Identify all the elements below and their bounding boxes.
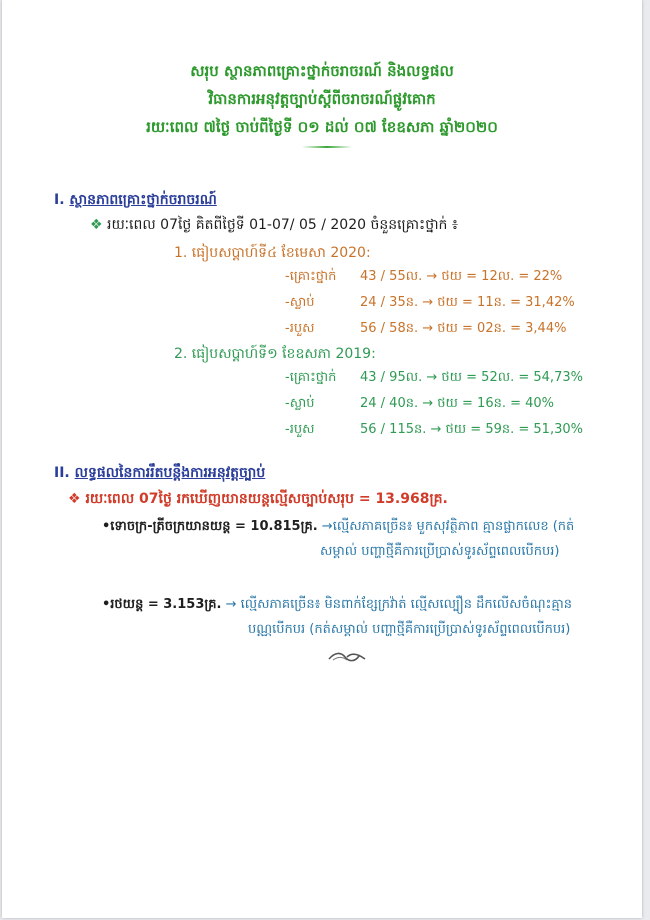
document-page <box>2 0 642 918</box>
arrow-right-icon: → <box>225 597 237 612</box>
row-label: -គ្រោះថ្នាក់ <box>285 269 337 284</box>
section-1-heading <box>54 190 217 211</box>
section-2-title: លទ្ធផលនៃការរឹតបន្តឹងការអនុវត្តច្បាប់ <box>74 465 266 481</box>
row-value: 24 / 40ន. → ថយ = 16ន. = 40% <box>360 396 555 411</box>
row-value: 43 / 55ល. → ថយ = 12ល. = 22% <box>360 269 563 284</box>
section-2-summary-text: រយៈពេល 07ថ្ងៃ រកឃើញយានយន្តល្មើសច្បាប់សរុប = 13.968គ្រ. <box>85 491 448 507</box>
section-2-summary <box>68 489 448 510</box>
header-divider <box>302 146 352 148</box>
section-2-heading <box>54 463 265 484</box>
compare-1-title: 1. ធៀបសប្តាហ៍ទី៤ ខែមេសា 2020: <box>174 245 371 261</box>
row-value: 43 / 95ល. → ថយ = 52ល. = 54,73% <box>360 370 583 385</box>
car-violations <box>102 596 572 615</box>
row-label: -ស្លាប់ <box>285 295 315 310</box>
row-label: -របួស <box>285 422 315 437</box>
header-line-1: សរុប ស្ថានភាពគ្រោះថ្នាក់ចរាចរណ៍ និងលទ្ធផល <box>190 62 454 80</box>
section-1-summary-text: រយៈពេល 07ថ្ងៃ គិតពីថ្ងៃទី 01-07/ 05 / 2020 ចំនួនគ្រោះថ្នាក់ ៖ <box>107 217 459 233</box>
section-1-number: I. <box>54 192 65 208</box>
bullet-diamond-icon: ❖ <box>68 491 81 507</box>
section-1-summary <box>90 215 458 236</box>
section-1-title: ស្ថានភាពគ្រោះថ្នាក់ចរាចរណ៍ <box>69 192 217 208</box>
row-label: -របួស <box>285 321 315 336</box>
moto-count: •ទោចក្រ-ត្រីចក្រយានយន្ត = 10.815គ្រ. <box>102 519 318 534</box>
ornament-flourish-icon <box>327 650 367 664</box>
row-label: -គ្រោះថ្នាក់ <box>285 370 337 385</box>
moto-violations <box>102 518 574 537</box>
moto-detail-line-2: សម្គាល់ បញ្ហាថ្មីគឺការប្រើប្រាស់ទូរស័ព្ទពេលបើកបរ) <box>320 544 560 559</box>
header-line-2: វិធានការអនុវត្តច្បាប់ស្តីពីចរាចរណ៍ផ្លូវគោក <box>208 90 436 108</box>
car-count: •រថយន្ត = 3.153គ្រ. <box>102 597 222 612</box>
compare-2-title: 2. ធៀបសប្តាហ៍ទី១ ខែឧសភា 2019: <box>174 346 376 362</box>
arrow-right-icon: → <box>321 519 333 534</box>
car-detail-line-1: ល្មើសភាគច្រើន៖ មិនពាក់ខ្សែក្រវ៉ាត់ ល្មើសល្បឿន ដឹកលើសចំណុះគ្មាន <box>240 597 573 612</box>
row-value: 24 / 35ន. → ថយ = 11ន. = 31,42% <box>360 295 575 310</box>
car-detail-line-2: បណ្ណបើកបរ (កត់សម្គាល់ បញ្ហាថ្មីគឺការប្រើប្រាស់ទូរស័ព្ទពេលបើកបរ) <box>248 622 571 637</box>
moto-detail-line-1: ល្មើសភាគច្រើន៖ មួកសុវត្ថិភាព គ្មានផ្លាកលេខ (កត់ <box>332 519 575 534</box>
header-line-3: រយៈពេល ៧ថ្ងៃ ចាប់ពីថ្ងៃទី ០១ ដល់ ០៧ ខែឧសភា ឆ្នាំ២០២០ <box>146 118 498 136</box>
row-value: 56 / 115ន. → ថយ = 59ន. = 51,30% <box>360 422 583 437</box>
bullet-diamond-icon: ❖ <box>90 217 103 233</box>
row-label: -ស្លាប់ <box>285 396 315 411</box>
section-2-number: II. <box>54 465 70 481</box>
row-value: 56 / 58ន. → ថយ = 02ន. = 3,44% <box>360 321 567 336</box>
